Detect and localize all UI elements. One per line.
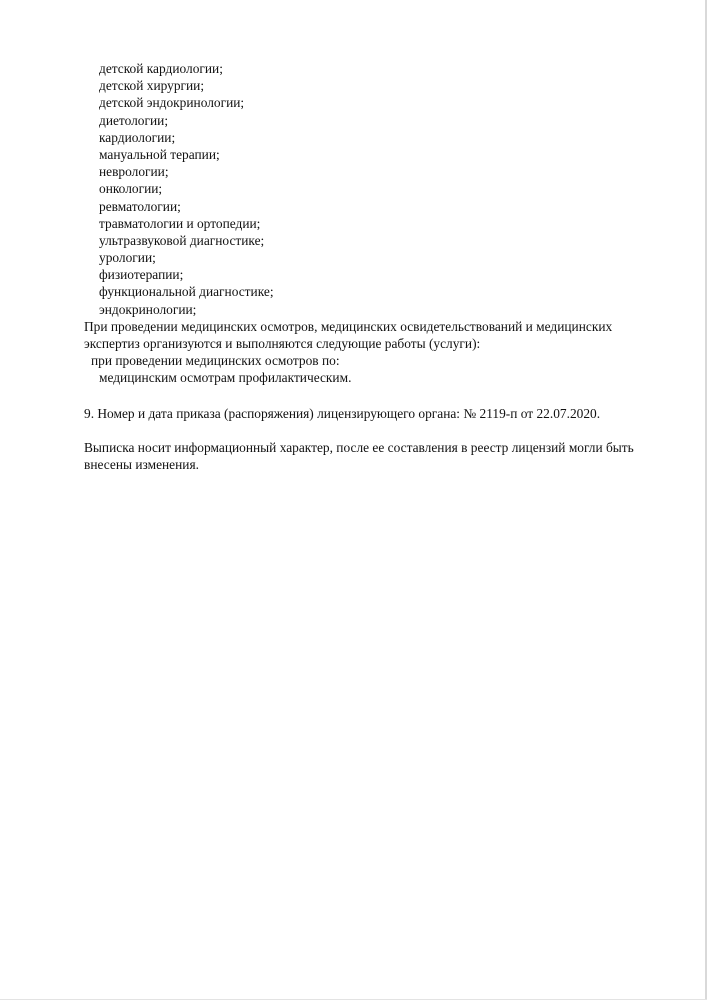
list-item: функциональной диагностике; (99, 284, 274, 300)
exams-intro-line: При проведении медицинских осмотров, медицинских освидетельствований и медицинских (84, 318, 613, 334)
list-item: диетологии; (99, 112, 169, 128)
list-item: физиотерапии; (99, 267, 184, 283)
spacer (0, 387, 707, 405)
exams-intro-line: экспертиз организуются и выполняются следующие работы (услуги): (84, 336, 481, 352)
disclaimer-line: внесены изменения. (84, 457, 199, 473)
list-item: мануальной терапии; (99, 146, 220, 162)
disclaimer-line: Выписка носит информационный характер, после ее составления в реестр лицензий могли быть (84, 439, 634, 455)
exams-item: медицинским осмотрам профилактическим. (99, 370, 352, 386)
list-item: урологии; (99, 250, 156, 266)
document-body (0, 60, 707, 473)
list-item: детской кардиологии; (99, 61, 223, 76)
exams-subheading: при проведении медицинских осмотров по: (91, 353, 340, 369)
list-item: эндокринологии; (99, 301, 197, 317)
list-item: неврологии; (99, 164, 169, 180)
list-item: онкологии; (99, 181, 163, 197)
exams-intro (0, 318, 707, 352)
specialty-list (0, 60, 707, 318)
list-item: детской хирургии; (99, 78, 205, 94)
order-number: 9. Номер и дата приказа (распоряжения) лицензирующего органа: № 2119-п от 22.07.2020. (84, 405, 601, 421)
list-item: ревматологии; (99, 198, 181, 214)
list-item: ультразвуковой диагностике; (99, 232, 265, 248)
spacer (0, 422, 707, 439)
list-item: травматологии и ортопедии; (99, 215, 261, 231)
disclaimer (0, 439, 707, 473)
list-item: кардиологии; (99, 129, 176, 145)
list-item: детской эндокринологии; (99, 95, 245, 111)
